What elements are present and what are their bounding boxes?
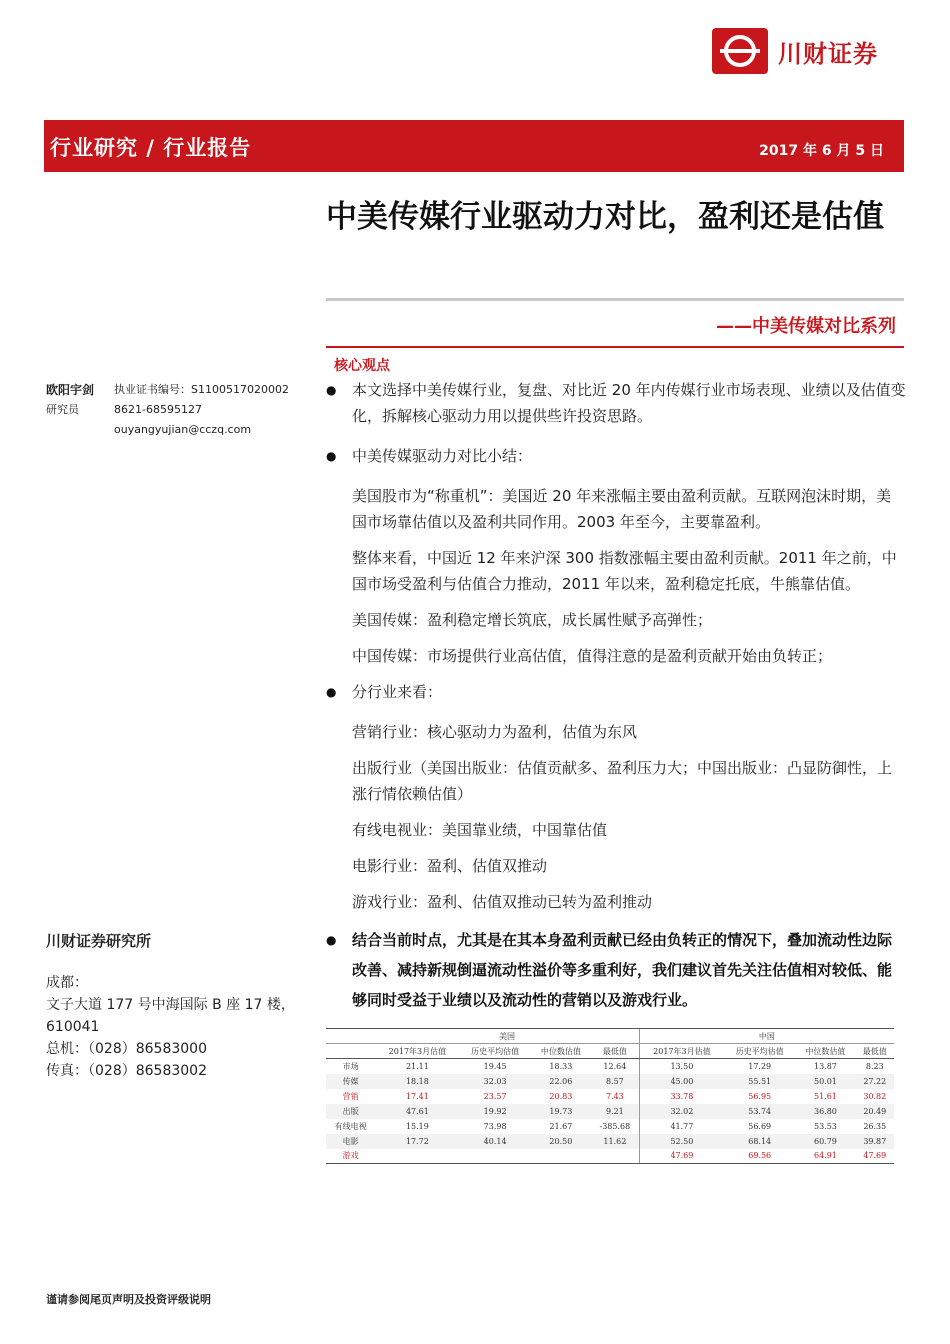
divider [326, 298, 904, 301]
table-cell: 8.23 [865, 1061, 884, 1071]
table-cell: 20.50 [531, 1134, 591, 1149]
table-cell: 56.95 [748, 1091, 772, 1101]
analyst-phone: 8621-68595127 [114, 403, 202, 416]
table-row [326, 1104, 894, 1119]
analyst-cert: 执业证书编号：S1100517020002 [114, 383, 289, 396]
table-row [326, 1089, 894, 1104]
table-cell: -385.68 [599, 1121, 631, 1131]
table-cell [375, 1149, 459, 1164]
table-cell: 69.56 [724, 1149, 795, 1164]
table-cell: 33.78 [639, 1089, 724, 1104]
list-item: ● 分行业来看： [326, 679, 906, 705]
table-cell: 17.29 [748, 1061, 772, 1071]
paragraph: 美国股市为“称重机”：美国近 20 年来涨幅主要由盈利贡献。互联网泡沫时期，美国市场靠估值以及盈利共同作用。2003 年至今，主要靠盈利。 [352, 487, 892, 531]
table-cell: 32.02 [639, 1104, 724, 1119]
row-label: 游戏 [326, 1149, 375, 1164]
institute-tel: 总机：（028）86583000 [46, 1041, 207, 1057]
table-cell: 22.06 [531, 1074, 591, 1089]
table-row [326, 1059, 894, 1074]
institute-address: 文子大道 177 号中海国际 B 座 17 楼，610041 [46, 997, 295, 1035]
table-cell: 73.98 [483, 1121, 507, 1131]
paragraph: 电影行业：盈利、估值双推动 [352, 857, 548, 875]
report-title: 中美传媒行业驱动力对比，盈利还是估值 [326, 199, 884, 235]
brand-name: 川财证券 [778, 39, 878, 68]
table-cell: 21.67 [549, 1121, 573, 1131]
column-header: 2017年3月估值 [375, 1044, 459, 1059]
table-cell: 41.77 [639, 1119, 724, 1134]
table-cell: 9.21 [591, 1104, 639, 1119]
table-cell: 7.43 [605, 1091, 624, 1101]
table-cell: 18.18 [375, 1074, 459, 1089]
table-cell: 11.62 [591, 1134, 639, 1149]
row-label: 营销 [342, 1091, 359, 1101]
table-row [326, 1119, 894, 1134]
report-date: 2017 年 6 月 5 日 [759, 143, 884, 159]
list-item: ● 中美传媒驱动力对比小结： [326, 443, 906, 469]
table-cell: 19.45 [483, 1061, 507, 1071]
table-row [326, 1149, 894, 1164]
paragraph: 有线电视业：美国靠业绩，中国靠估值 [352, 821, 608, 839]
table-cell: 13.87 [813, 1061, 837, 1071]
table-cell: 45.00 [639, 1074, 724, 1089]
divider [326, 346, 904, 348]
institute-info [46, 930, 316, 1082]
column-header: 历史平均估值 [724, 1044, 795, 1059]
core-views-label: 核心观点 [334, 358, 390, 374]
analyst-info [46, 380, 289, 440]
logo-icon [712, 28, 768, 74]
list-item: ● 结合当前时点，尤其是在其本身盈利贡献已经由负转正的情况下，叠加流动性边际改善、减持新规倒逼流动性溢价等多重利好，我们建议首先关注估值相对较低、能够同时受益于业绩以及流动性的营销以及游戏行业。 [326, 925, 906, 1015]
table-cell: 47.61 [375, 1104, 459, 1119]
table-cell: 39.87 [856, 1134, 894, 1149]
row-label: 市场 [342, 1061, 359, 1071]
analyst-email[interactable]: ouyangyujian@cczq.com [114, 423, 252, 436]
table-cell: 18.33 [549, 1061, 573, 1071]
report-category: 行业研究 / 行业报告 [50, 136, 252, 160]
table-cell [531, 1149, 591, 1164]
table-cell: 53.74 [724, 1104, 795, 1119]
paragraph: 中国传媒：市场提供行业高估值，值得注意的是盈利贡献开始由负转正； [352, 647, 833, 665]
table-cell: 60.79 [795, 1134, 855, 1149]
table-cell: 55.51 [724, 1074, 795, 1089]
table-cell: 50.01 [795, 1074, 855, 1089]
table-cell: 12.64 [603, 1061, 627, 1071]
table-cell: 19.92 [460, 1104, 531, 1119]
institute-fax: 传真：（028）86583002 [46, 1063, 207, 1079]
analyst-name: 欧阳宇剑 [46, 383, 95, 397]
analyst-role: 研究员 [46, 403, 79, 416]
paragraph: 出版行业（美国出版业：估值贡献多、盈利压力大；中国出版业：凸显防御性，上涨行情依赖估值） [352, 759, 893, 803]
column-header: 最低值 [856, 1044, 894, 1059]
table-cell: 47.69 [856, 1149, 894, 1164]
table-row [326, 1134, 894, 1149]
column-header: 历史平均估值 [460, 1044, 531, 1059]
table-cell: 23.57 [483, 1091, 507, 1101]
paragraph: 美国传媒：盈利稳定增长筑底，成长属性赋予高弹性； [352, 611, 713, 629]
table-cell: 27.22 [856, 1074, 894, 1089]
table-cell: 40.14 [460, 1134, 531, 1149]
table-header-cn: 中国 [639, 1029, 894, 1044]
table-cell: 30.82 [863, 1091, 887, 1101]
table-cell: 20.83 [549, 1091, 573, 1101]
column-header: 2017年3月估值 [639, 1044, 724, 1059]
valuation-table [326, 1028, 894, 1164]
table-cell: 32.03 [460, 1074, 531, 1089]
column-header: 中位数估值 [795, 1044, 855, 1059]
table-cell: 56.69 [748, 1121, 772, 1131]
core-views [326, 377, 906, 1029]
brand-logo [712, 28, 878, 74]
table-header-us: 美国 [375, 1029, 639, 1044]
institute-name: 川财证券研究所 [46, 932, 152, 950]
table-cell: 21.11 [405, 1061, 429, 1071]
table-row [326, 1074, 894, 1089]
report-banner [44, 120, 904, 172]
row-label: 电影 [326, 1134, 375, 1149]
table-cell: 20.49 [856, 1104, 894, 1119]
table-cell: 36.80 [795, 1104, 855, 1119]
table-cell: 17.72 [375, 1134, 459, 1149]
table-cell: 64.91 [795, 1149, 855, 1164]
row-label: 出版 [326, 1104, 375, 1119]
table-cell: 19.73 [531, 1104, 591, 1119]
column-header: 最低值 [591, 1044, 639, 1059]
table-cell: 51.61 [813, 1091, 837, 1101]
list-item: ● 本文选择中美传媒行业，复盘、对比近 20 年内传媒行业市场表现、业绩以及估值变化，拆解核心驱动力用以提供些许投资思路。 [326, 377, 906, 429]
table-cell: 52.50 [639, 1134, 724, 1149]
table-cell [591, 1149, 639, 1164]
disclaimer-footer: 谨请参阅尾页声明及投资评级说明 [46, 1293, 211, 1306]
table-cell: 26.35 [863, 1121, 887, 1131]
row-label: 传媒 [326, 1074, 375, 1089]
paragraph: 游戏行业：盈利、估值双推动已转为盈利推动 [352, 893, 653, 911]
table-cell: 17.41 [405, 1091, 429, 1101]
table-cell [460, 1149, 531, 1164]
table-cell: 47.69 [639, 1149, 724, 1164]
row-label: 有线电视 [334, 1121, 367, 1131]
column-header: 中位数估值 [531, 1044, 591, 1059]
table-cell: 15.19 [405, 1121, 429, 1131]
table-cell: 68.14 [724, 1134, 795, 1149]
table-cell: 13.50 [639, 1059, 724, 1074]
paragraph: 整体来看，中国近 12 年来沪深 300 指数涨幅主要由盈利贡献。2011 年之前，中国市场受盈利与估值合力推动，2011 年以来，盈利稳定托底，牛熊靠估值。 [352, 549, 897, 593]
institute-city: 成都： [46, 975, 88, 991]
series-name: ——中美传媒对比系列 [716, 316, 896, 337]
table-cell: 53.53 [813, 1121, 837, 1131]
table-cell: 8.57 [591, 1074, 639, 1089]
paragraph: 营销行业：核心驱动力为盈利，估值为东风 [352, 723, 638, 741]
